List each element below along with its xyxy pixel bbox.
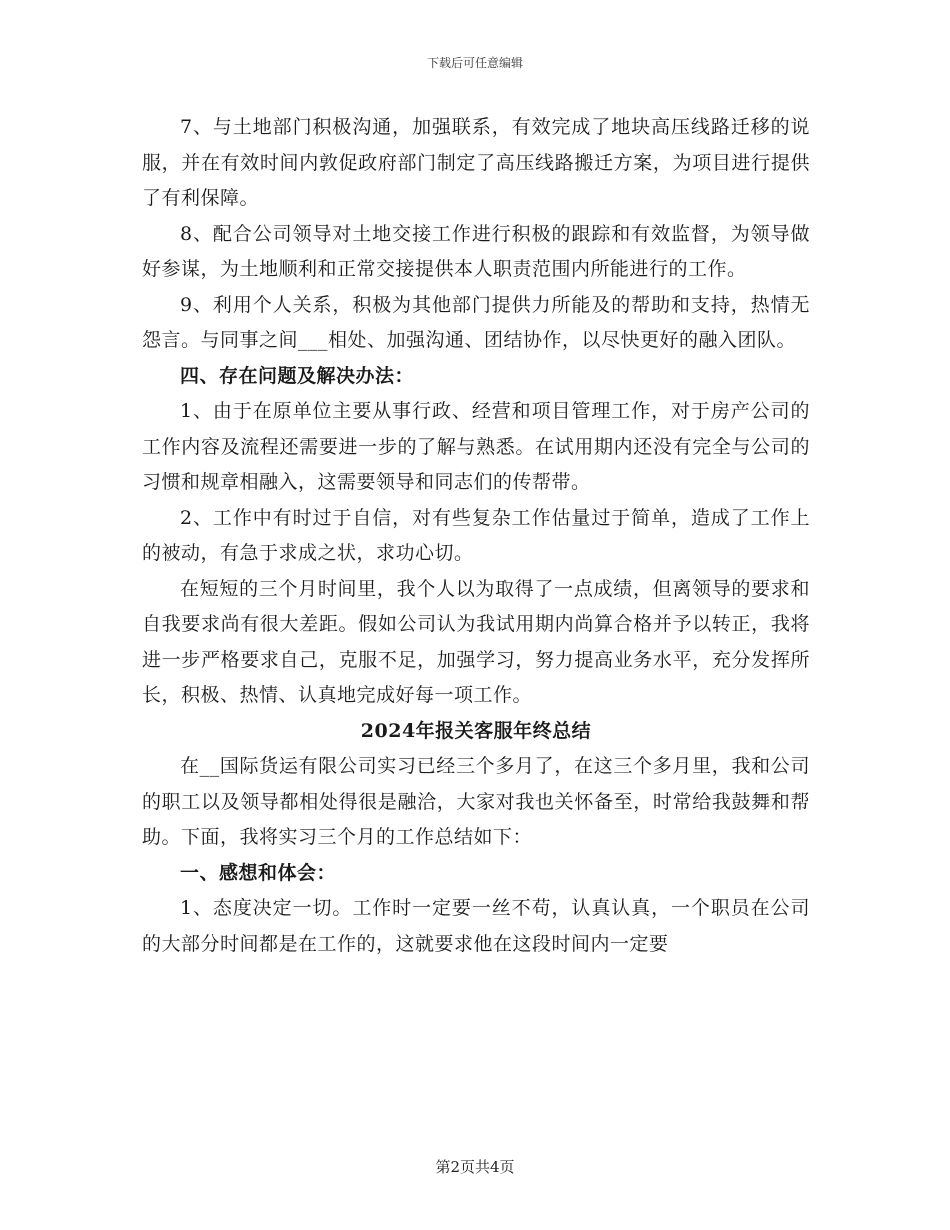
paragraph-impression-1: 1、态度决定一切。工作时一定要一丝不苟，认真认真，一个职员在公司的大部分时间都是在工作的，这就要求他在这段时间内一定要 bbox=[142, 897, 810, 955]
document-body bbox=[142, 110, 810, 962]
document-title: 2024年报关客服年终总结 bbox=[360, 719, 592, 742]
page-number: 第2页共4页 bbox=[435, 1158, 515, 1176]
paragraph-intro: 在__国际货运有限公司实习已经三个多月了，在这三个多月里，我和公司的职工以及领导都相处得很是融洽，大家对我也关怀备至，时常给我鼓舞和帮助。下面，我将实习三个月的工作总结如下： bbox=[142, 755, 810, 848]
header-note: 下载后可任意编辑 bbox=[426, 56, 523, 70]
paragraph-problem-1: 1、由于在原单位主要从事行政、经营和项目管理工作，对于房产公司的工作内容及流程还需要进一步的了解与熟悉。在试用期内还没有完全与公司的习惯和规章相融入，这需要领导和同志们的传帮带。 bbox=[142, 400, 810, 493]
paragraph-item-9: 9、利用个人关系，积极为其他部门提供力所能及的帮助和支持，热情无怨言。与同事之间___相处、加强沟通、团结协作，以尽快更好的融入团队。 bbox=[142, 293, 810, 351]
paragraph-item-8: 8、配合公司领导对土地交接工作进行积极的跟踪和有效监督，为领导做好参谋，为土地顺利和正常交接提供本人职责范围内所能进行的工作。 bbox=[142, 222, 810, 280]
section-heading-problems: 四、存在问题及解决办法： bbox=[180, 364, 415, 387]
paragraph-item-7: 7、与土地部门积极沟通，加强联系，有效完成了地块高压线路迁移的说服，并在有效时间内敦促政府部门制定了高压线路搬迁方案，为项目进行提供了有利保障。 bbox=[142, 116, 810, 209]
paragraph-closing: 在短短的三个月时间里，我个人以为取得了一点成绩，但离领导的要求和自我要求尚有很大差距。假如公司认为我试用期内尚算合格并予以转正，我将进一步严格要求自己，克服不足，加强学习，努力提高业务水平，充分发挥所长，积极、热情、认真地完成好每一项工作。 bbox=[142, 577, 810, 706]
paragraph-problem-2: 2、工作中有时过于自信，对有些复杂工作估量过于简单，造成了工作上的被动，有急于求成之状，求功心切。 bbox=[142, 506, 810, 564]
section-heading-impressions: 一、感想和体会： bbox=[180, 861, 337, 884]
